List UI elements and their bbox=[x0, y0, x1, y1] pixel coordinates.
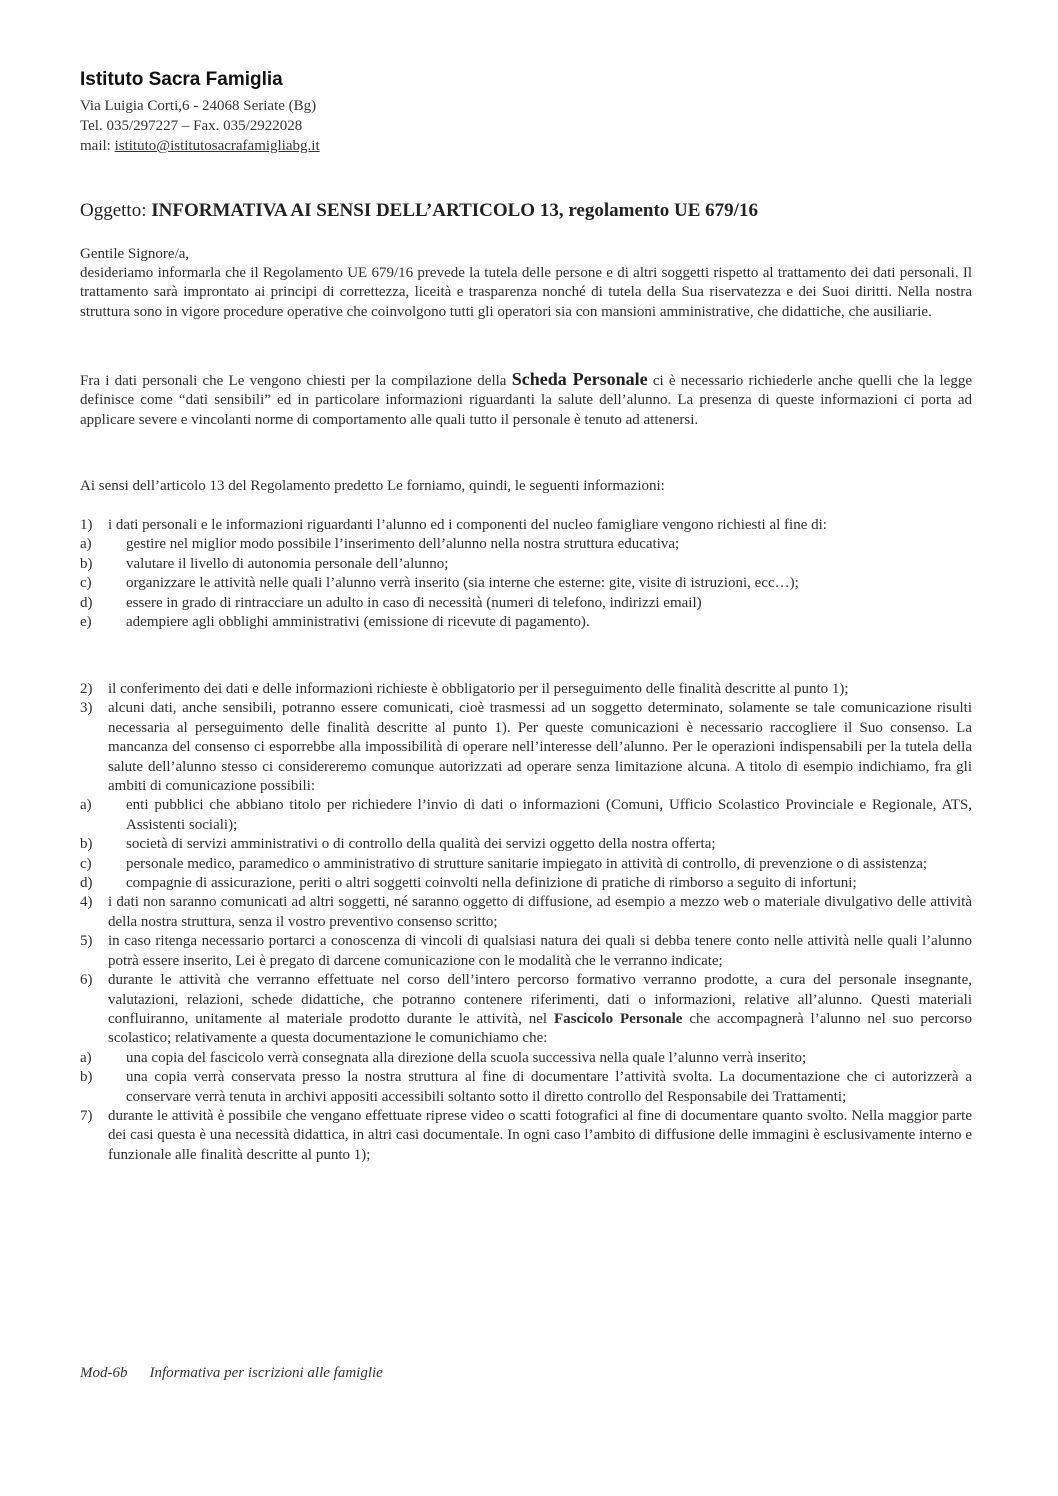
sub-item-letter: d) bbox=[80, 594, 93, 611]
page-footer bbox=[80, 1365, 383, 1382]
sub-item-text: adempiere agli obblighi amministrativi (emissione di ricevute di pagamento). bbox=[126, 614, 590, 631]
organization-phone-fax: Tel. 035/297227 – Fax. 035/2922028 bbox=[80, 118, 303, 134]
sub-item-letter: a) bbox=[80, 1049, 92, 1066]
sub-item bbox=[80, 874, 972, 893]
sub-item-letter: a) bbox=[80, 536, 92, 553]
sub-item-letter: a) bbox=[80, 797, 92, 814]
sub-item-letter: b) bbox=[80, 1069, 93, 1086]
intro-paragraph: desideriamo informarla che il Regolamento UE 679/16 prevede la tutela delle persone e di altri soggetti rispetto al trattamento dei dati personali. Il trattamento sarà improntato ai principi di correttezza, liceità e trasparenza nonché di tutela della Sua riservatezza e dei Suoi diritti. Nella nostra struttura sono in vigore procedure operative che coinvolgono tutti gli operatori sia con mansioni amministrative, che didattiche, che ausiliarie. bbox=[80, 265, 972, 320]
personal-data-paragraph bbox=[80, 370, 972, 430]
sub-item-letter: b) bbox=[80, 836, 93, 853]
sub-item-letter: c) bbox=[80, 575, 92, 592]
sub-item-letter: b) bbox=[80, 555, 93, 572]
organization-mail bbox=[80, 136, 320, 156]
list-item-3 bbox=[80, 699, 972, 796]
greeting: Gentile Signore/a, bbox=[80, 246, 190, 262]
footer-description: Informativa per iscrizioni alle famiglie bbox=[149, 1365, 383, 1381]
list-item-number: 2) bbox=[80, 681, 93, 697]
sub-item-text: compagnie di assicurazione, periti o altri soggetti coinvolti nella definizione di pratiche di rimborso a seguito di infortuni; bbox=[126, 875, 857, 892]
information-intro: Ai sensi dell’articolo 13 del Regolamento predetto Le forniamo, quindi, le seguenti informazioni: bbox=[80, 478, 665, 494]
subject-label: Oggetto: bbox=[80, 200, 152, 221]
list-item-number: 6) bbox=[80, 972, 93, 989]
sub-item-text: personale medico, paramedico o amministrativo di strutture sanitarie impiegato in attività di controllo, di prevenzione o di assistenza; bbox=[126, 855, 928, 872]
list-item-number: 4) bbox=[80, 894, 93, 911]
list-item-text: durante le attività è possibile che vengano effettuate riprese video o scatti fotografici al fine di documentare quanto svolto. Nella maggior parte dei casi questa è una necessità didattica, in altri casi documentale. In ogni caso l’ambito di diffusione delle immagini è esclusivamente interno e funzionale alle finalità descritte al punto 1); bbox=[108, 1107, 972, 1163]
sub-item-text: enti pubblici che abbiano titolo per richiedere l’invio di dati o informazioni (Comuni, Ufficio Scolastico Provinciale e Regionale, ATS, Assistenti sociali); bbox=[126, 797, 972, 833]
list-item-text: i dati personali e le informazioni riguardanti l’alunno ed i componenti del nucleo famigliare vengono richiesti al fine di: bbox=[108, 517, 827, 533]
sub-item bbox=[80, 796, 972, 835]
sub-item bbox=[80, 555, 972, 574]
item6-text-after: che accompagnerà l’alunno nel suo percorso scolastico; relativamente a questa documentazione le comunichiamo che: bbox=[108, 1010, 972, 1047]
list-item-number: 5) bbox=[80, 933, 93, 950]
sub-item bbox=[80, 594, 972, 613]
organization-address: Via Luigia Corti,6 - 24068 Seriate (Bg) bbox=[80, 98, 317, 114]
sub-item bbox=[80, 855, 972, 874]
sub-item-text: una copia verrà conservata presso la nostra struttura al fine di documentare l’attività svolta. La documentazione che ci autorizzerà a conservare verrà tenuta in archivi appositi accessibili soltanto sotto il diretto controllo del Responsabile dei Trattamenti; bbox=[126, 1069, 972, 1105]
sub-item bbox=[80, 1049, 972, 1068]
information-list-part2 bbox=[80, 680, 972, 1165]
subject-title: INFORMATIVA AI SENSI DELL’ARTICOLO 13, regolamento UE 679/16 bbox=[151, 200, 758, 221]
sub-item bbox=[80, 535, 972, 554]
sub-item-letter: d) bbox=[80, 875, 93, 892]
letterhead bbox=[80, 68, 320, 156]
list-item-text: alcuni dati, anche sensibili, potranno essere comunicati, cioè trasmessi ad un soggetto determinato, solamente se tale comunicazione risulti necessaria al perseguimento delle finalità descritte al punto 1). Per queste comunicazioni è necessario raccogliere il Suo consenso. La mancanza del consenso ci esporrebbe alla impossibilità di operare nell’interesse dell’alunno. Per le operazioni indispensabili per la tutela della salute dell’alunno stesso ci considereremo comunque autorizzati ad operare senza limitazione alcuna. A titolo di esempio indichiamo, fra gli ambiti di comunicazione possibili: bbox=[108, 700, 972, 795]
sub-item-text: essere in grado di rintracciare un adulto in caso di necessità (numeri di telefono, indirizzi email) bbox=[126, 594, 702, 611]
sub-item-letter: e) bbox=[80, 614, 92, 631]
form-code: Mod-6b bbox=[80, 1365, 128, 1381]
mail-link[interactable]: istituto@istitutosacrafamigliabg.it bbox=[114, 138, 320, 154]
sub-item-text: organizzare le attività nelle quali l’alunno verrà inserito (sia interne che esterne: gite, visite di istruzioni, ecc…); bbox=[126, 575, 799, 592]
list-item-1 bbox=[80, 516, 972, 535]
subject-line bbox=[80, 199, 758, 223]
list-item-number: 3) bbox=[80, 700, 93, 717]
sub-item-text: società di servizi amministrativi o di controllo della qualità dei servizi oggetto della nostra offerta; bbox=[126, 836, 716, 853]
list-item-5 bbox=[80, 932, 972, 971]
mail-label: mail: bbox=[80, 138, 115, 154]
list-item-number: 1) bbox=[80, 517, 93, 533]
personal-data-text-before: Fra i dati personali che Le vengono chiesti per la compilazione della bbox=[80, 373, 512, 389]
information-list-part1 bbox=[80, 516, 972, 632]
list-item-text: i dati non saranno comunicati ad altri soggetti, né saranno oggetto di diffusione, ad esempio a mezzo web o materiale divulgativo delle attività della nostra struttura, senza il vostro preventivo consenso scritto; bbox=[108, 894, 972, 930]
item6-text-before: durante le attività che verranno effettuate nel corso dell’intero percorso formativo verranno prodotte, a cura del personale insegnante, valutazioni, relazioni, schede didattiche, che potranno contenere riferimenti, dati o informazioni, relative all’alunno. Questi materiali confluiranno, unitamente al materiale prodotto durante le attività, nel bbox=[108, 972, 972, 1027]
list-item-7 bbox=[80, 1107, 972, 1165]
organization-name: Istituto Sacra Famiglia bbox=[80, 69, 283, 90]
sub-item-letter: c) bbox=[80, 855, 92, 872]
list-item-6 bbox=[80, 971, 972, 1049]
list-item-text: il conferimento dei dati e delle informazioni richieste è obbligatorio per il perseguimento delle finalità descritte al punto 1); bbox=[108, 681, 849, 697]
list-item-4 bbox=[80, 893, 972, 932]
sub-item bbox=[80, 613, 972, 632]
sub-item-text: una copia del fascicolo verrà consegnata alla direzione della scuola successiva nella quale l’alunno verrà inserito; bbox=[126, 1049, 807, 1066]
sub-item-text: valutare il livello di autonomia personale dell’alunno; bbox=[126, 555, 449, 572]
sub-item bbox=[80, 574, 972, 593]
list-item-2 bbox=[80, 680, 972, 699]
list-item-number: 7) bbox=[80, 1107, 93, 1124]
personal-data-text-after: ci è necessario richiederle anche quelli che la legge definisce come “dati sensibili” ed in particolare informazioni riguardanti la salute dell’alunno. La presenza di queste informazioni ci porta ad applicare severe e vincolanti norme di comportamento alle quali tutto il personale è tenuto ad attenersi. bbox=[80, 373, 972, 428]
sub-item bbox=[80, 835, 972, 854]
list-item-text: in caso ritenga necessario portarci a conoscenza di vincoli di qualsiasi natura dei quali si debba tenere conto nelle attività nelle quali l’alunno potrà essere inserito, Lei è pregato di darcene comunicazione con le modalità che le verranno indicate; bbox=[108, 933, 972, 969]
scheda-personale-emphasis: Scheda Personale bbox=[511, 369, 648, 389]
sub-item bbox=[80, 1068, 972, 1107]
sub-item-text: gestire nel miglior modo possibile l’inserimento dell’alunno nella nostra struttura educativa; bbox=[126, 536, 680, 553]
list-item-text bbox=[108, 971, 972, 1049]
fascicolo-personale-emphasis: Fascicolo Personale bbox=[553, 1010, 683, 1027]
